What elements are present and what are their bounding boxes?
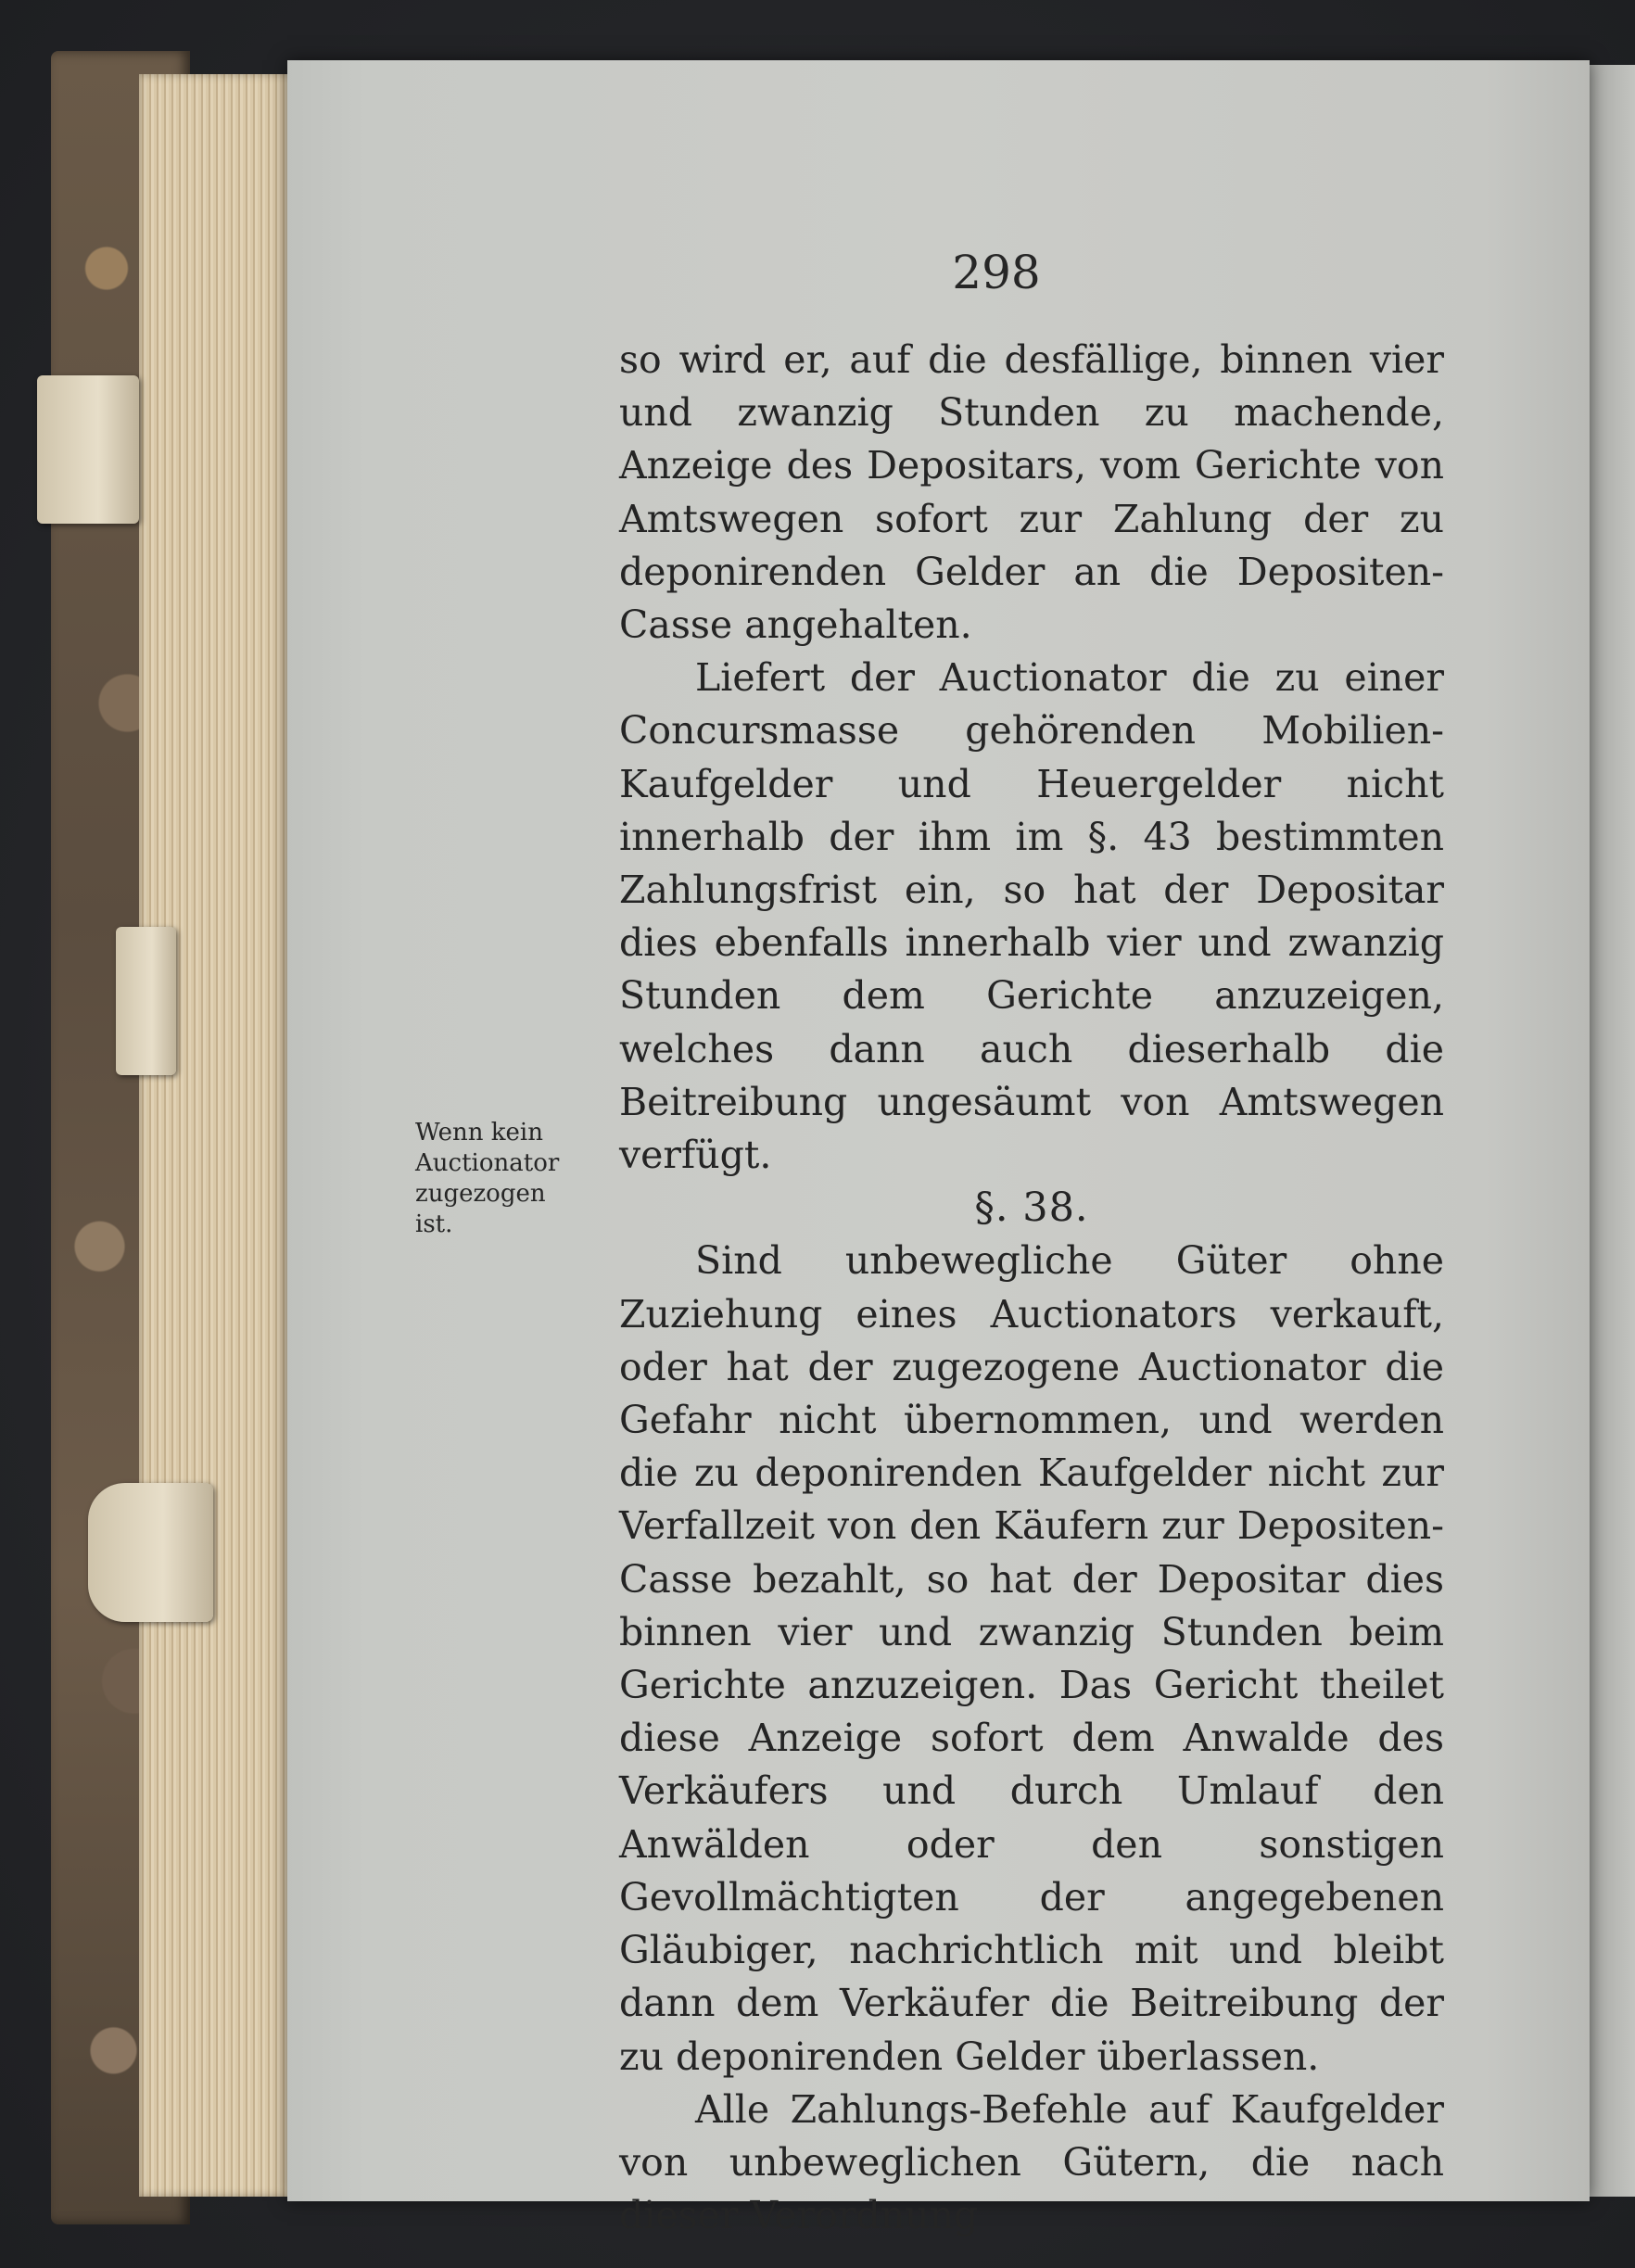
paper-tab <box>116 927 176 1075</box>
paragraph: Alle Zahlungs-Befehle auf Kaufgelder von unbeweglichen Gütern, die nach dieser Verordnung <box>619 2086 1444 2238</box>
paper-tab <box>88 1483 213 1622</box>
page-number: 298 <box>952 246 1041 299</box>
section-heading: §. 38. <box>974 1185 1089 1232</box>
paragraph: Sind unbewegliche Güter ohne Zuziehung eines Auctionators verkauft, oder hat der zugezogene Auctionator die Gefahr nicht übernommen, und werden die zu deponirenden Kaufgelder nicht zur Verfallzeit von den Käufern zur Depositen-Casse bezahlt, so hat der Depositar dies binnen vier und zwanzig Stunden beim Gerichte anzuzeigen. Das Gericht theilet diese Anzeige sofort dem Anwalde des Verkäufers und durch Umlauf den Anwälden oder den sonstigen Gevollmächtigten der angegebenen Gläubiger, nachrichtlich mit und bleibt dann dem Verkäufer die Beitreibung der zu deponirenden Gelder überlassen. <box>619 1238 1444 2079</box>
facing-page-edge <box>1587 65 1635 2197</box>
marginal-note: Wenn kein Auctionator zugezogen ist. <box>415 1119 560 1238</box>
body-text <box>619 334 1444 2242</box>
paragraph: so wird er, auf die desfällige, binnen vier und zwanzig Stunden zu machende, Anzeige des Depositars, vom Gerichte von Amtswegen sofort zur Zahlung der zu deponirenden Gelder an die Depositen-Casse angehalten. <box>619 337 1444 648</box>
paragraph: Liefert der Auctionator die zu einer Concursmasse gehörenden Mobilien-Kaufgelder und Heuergelder nicht innerhalb der ihm im §. 43 bestimmten Zahlungsfrist ein, so hat der Depositar dies ebenfalls innerhalb vier und zwanzig Stunden dem Gerichte anzuzeigen, welches dann auch dieserhalb die Beitreibung ungesäumt von Amtswegen verfügt. <box>619 655 1444 1178</box>
page-edges <box>139 74 297 2197</box>
paper-tab <box>37 375 139 524</box>
